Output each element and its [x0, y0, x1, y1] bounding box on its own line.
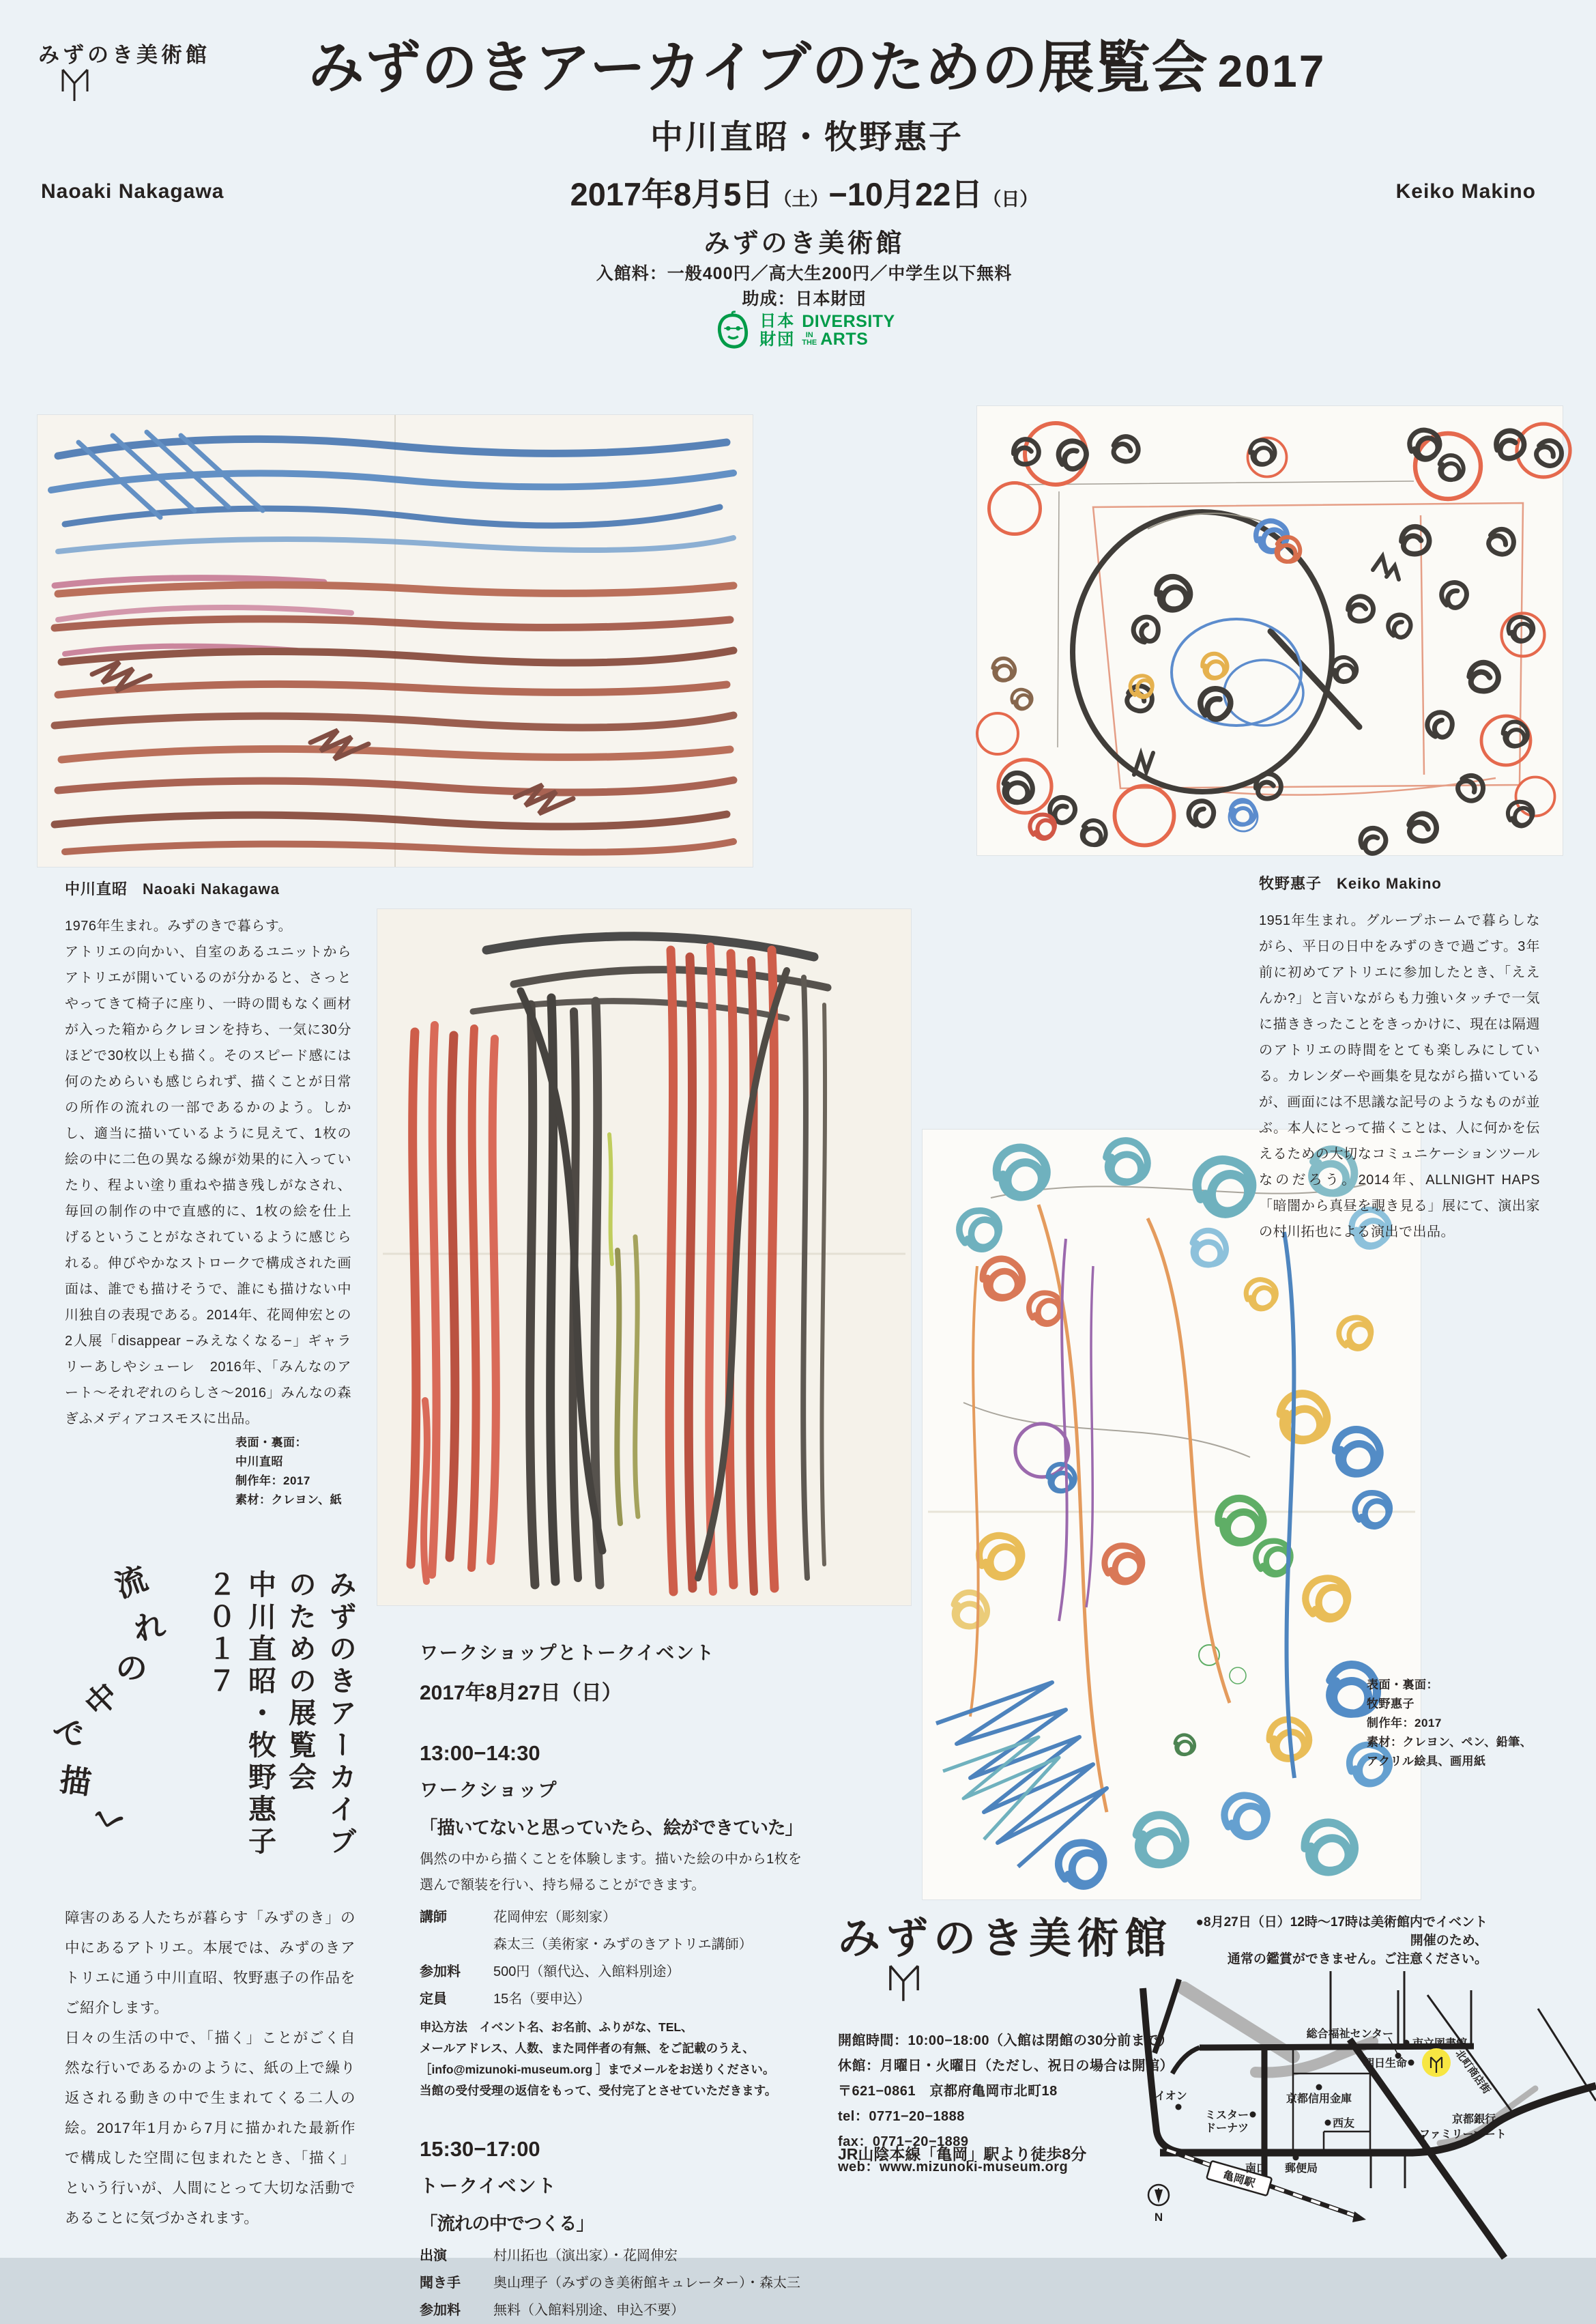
workshop-title: 「描いてないと思っていたら、絵ができていた」 [420, 1818, 802, 1838]
talk-cast: 村川拓也（演出家）・花岡伸宏 [493, 2248, 678, 2263]
sponsor-en-the: THE [802, 339, 817, 347]
bio-nakagawa-text: アトリエの向かい、自室のあるユニットからアトリエが開いているのが分かると、さっとやってきて椅子に座り、一時の間もなく画材が入った箱からクレヨンを持ち、一気に30分ほどで30枚以上も描く。そのスピード感には何のためらいも感じられず、描くことが日常の所作の流れの一部であるかのよう。しかし、適当に描いているように見えて、1枚の絵の中に二色の異なる線が効果的に入っていたり、程よい塗り重ねや描き残しがなされ、毎回の制作の中で直感的に、1枚の絵を仕上げるということがなされているように感じられる。伸びやかなストロークで構成された画面は、誰でも描けそうで、誰にも描けない中川独自の表現である。2014年、花岡伸宏との2人展「disappear −みえなくなる−」ギャラリーあしやシューレ 2016年、「みんなのアート〜それぞれのらしさ〜2016」みんなの森 ぎふメディアコスモスに出品。 [65, 945, 351, 1426]
caption-nakagawa: 表面・裏面： 中川直昭 制作年：2017 素材：クレヨン、紙 [235, 1436, 343, 1506]
bio-nakagawa-heading [65, 876, 351, 902]
map-label-post: 郵便局 [1285, 2163, 1318, 2175]
scatter-char-4: 中 [78, 1676, 126, 1723]
events-date: 2017年8月27日（日） [420, 1682, 622, 1704]
museum-name-large: みずのき美術館 [838, 1916, 1173, 1962]
map-label-fukushi: 総合福祉センター [1306, 2028, 1393, 2040]
map-label-misterdonut-1: ミスター [1204, 2110, 1249, 2121]
access-map [1119, 1971, 1596, 2258]
scatter-char-5: で [49, 1713, 89, 1756]
map-label-minamiguchi: 南口 [1245, 2163, 1268, 2175]
artwork-nakagawa-crayon-1 [38, 415, 753, 867]
events-section [420, 1638, 802, 2324]
scatter-char-6: 描 [57, 1762, 93, 1801]
workshop-apply-info: 申込方法 イベント名、お名前、ふりがな、TEL、 メールアドレス、人数、また同伴者の有無、をご記載のうえ、 ［info@mizunoki-museum.org ］までメールをお送りください。 当館の受付受理の返信をもって、受付完了とさせていただきます。 [420, 2020, 777, 2097]
compass-n-label: N [1154, 2211, 1163, 2224]
workshop-capacity-row: 定員 15名（要申込） [420, 1985, 802, 2013]
museum-address: 〒621−0861 京都府亀岡市北町18 [838, 2084, 1058, 2099]
museum-fax: fax：0771−20−1889 [838, 2134, 969, 2149]
workshop-time: 13:00−14:30 [420, 1741, 540, 1765]
sponsor-en-arts: ARTS [820, 330, 869, 349]
map-label-kitamachi: 北町商店街 [1453, 2048, 1493, 2097]
talk-title: 「流れの中でつくる」 [420, 2213, 594, 2234]
map-label-library: 市立図書館 [1412, 2038, 1468, 2050]
page-title [0, 23, 1596, 103]
bio-makino-heading [1259, 871, 1540, 897]
sponsor-en-in: IN [805, 331, 813, 339]
map-label-aeon: イオン [1155, 2091, 1187, 2102]
date-end-weekday: （日） [983, 189, 1039, 210]
artwork-makino-symbols [977, 406, 1563, 855]
compass-north-icon [1148, 2185, 1169, 2224]
date-start-weekday: （土） [773, 189, 829, 210]
sponsor-jp-text [759, 312, 795, 349]
artist-right-en: Keiko Makino [1395, 180, 1536, 203]
museum-access: JR山陰本線「亀岡」駅より徒歩8分 [838, 2145, 1087, 2163]
bio-makino-text: 1951年生まれ。グループホームで暮らしながら、平日の日中をみずのきで過ごす。3年前に初めてアトリエに参加したとき、「ええんか?」と言いながらも力強いタッチで一気に描ききったことをきっかけに、現在は隔週のアトリエの時間をとても楽しみにしている。カレンダーや画集を見ながら描いているが、画面には不思議な記号のようなものが並ぶ。本人にとって描くことは、人に何かを伝えるための大切なコミュニケーションツールなのだろう。2014年、ALLNIGHT HAPS「暗闇から真昼を覗き見る」展にて、演出家の村川拓也による演出で出品。 [1259, 913, 1540, 1239]
talk-time: 15:30−17:00 [420, 2137, 540, 2161]
exhibition-intro [65, 1903, 356, 2233]
map-label-station: 亀岡駅 [1221, 2169, 1257, 2190]
talk-moderator-row: 聞き手 奥山理子（みずのき美術館キュレーター）・森太三 [420, 2269, 802, 2297]
talk-fee-row: 参加料 無料（入館料別途、申込不要） [420, 2297, 802, 2324]
caption-makino: 表面・裏面： 牧野惠子 制作年：2017 素材：クレヨン、ペン、鉛筆、 アクリル絵具、画用紙 [1367, 1678, 1533, 1768]
workshop-label: ワークショップ [420, 1780, 558, 1801]
bio-nakagawa [65, 876, 351, 1432]
vertical-title-line4: ２０１７ [204, 1570, 235, 1698]
museum-logo-text: みずのき美術館 [38, 43, 210, 67]
map-label-kyotobank: 京都銀行 [1451, 2114, 1496, 2125]
map-label-seiyu: 西友 [1333, 2118, 1355, 2129]
museum-closed-days: 休館：月曜日・火曜日（ただし、祝日の場合は開館） [838, 2058, 1174, 2074]
intro-paragraph-2: 日々の生活の中で、「描く」ことがごく自然な行いであるかのように、紙の上で繰り返される動きの中で生まれてくる二人の絵。2017年1月から7月に描かれた最新作で構成した空間に包まれたとき、「描く」という行いが、人間にとって大切な活動であることに気づかされます。 [65, 2030, 356, 2226]
admission-fee: 入館料：一般400円／高大生200円／中学生以下無料 [596, 264, 1013, 283]
date-separator: − [828, 176, 847, 212]
diversity-in-the-arts-logo [0, 311, 1596, 350]
bio-makino [1259, 871, 1540, 1245]
sponsor-jp-line2: 財団 [759, 330, 796, 349]
workshop-description: 偶然の中から描くことを体験します。描いた絵の中から1枚を選んで額装を行い、持ち帰ることができます。 [420, 1852, 802, 1893]
sponsor-jp-line1: 日本 [759, 312, 796, 330]
bio-makino-name-jp: 牧野惠子 [1259, 875, 1322, 892]
museum-web: web：www.mizunoki-museum.org [838, 2160, 1069, 2175]
workshop-teacher-1: 花岡伸宏（彫刻家） [493, 1910, 616, 1925]
sponsor-en-line1: DIVERSITY [802, 312, 895, 331]
workshop-teacher-row2 [420, 1931, 802, 1958]
museum-m-logo-icon-bottom [887, 1964, 921, 2003]
events-heading: ワークショップとトークイベント [420, 1643, 716, 1663]
vertical-title-line3: 中川直昭・牧野惠子 [244, 1570, 276, 1859]
talk-label: トークイベント [420, 2176, 557, 2196]
workshop-capacity: 15名（要申込） [493, 1992, 591, 2007]
artwork-makino-colour [923, 1130, 1421, 1899]
talk-moderator: 奥山理子（みずのき美術館キュレーター）・森太三 [493, 2276, 800, 2291]
date-start: 2017年8月5日 [570, 176, 774, 212]
museum-hours: 開館時間：10:00−18:00（入館は閉館の30分前まで） [838, 2033, 1174, 2048]
museum-tel: tel：0771−20−1888 [838, 2109, 965, 2124]
scatter-char-3: の [115, 1649, 149, 1687]
talk-fee: 無料（入館料別途、申込不要） [493, 2303, 684, 2318]
date-end: 10月22日 [847, 176, 983, 212]
venue-name: みずのき美術館 [703, 229, 905, 258]
artwork-nakagawa-crayon-2 [377, 909, 911, 1605]
grant-credit: 助成：日本財団 [742, 289, 867, 309]
bio-nakagawa-name-jp: 中川直昭 [65, 880, 128, 898]
intro-paragraph-1: 障害のある人たちが暮らす「みずのき」の中にあるアトリエ。本展では、みずのきアトリエに通う中川直昭、牧野惠子の作品をご紹介します。 [65, 1910, 356, 2016]
map-label-misterdonut-2: ドーナツ [1205, 2123, 1249, 2134]
map-event-note: ●8月27日（日）12時〜17時は美術館内でイベント開催のため、 通常の鑑賞ができません。ご注意ください。 [1195, 1915, 1488, 1966]
workshop-teacher-row: 講師 花岡伸宏（彫刻家） [420, 1904, 802, 1931]
talk-cast-row: 出演 村川拓也（演出家）・花岡伸宏 [420, 2242, 802, 2269]
exhibition-dates [0, 169, 1596, 215]
vertical-title-line2: のための展覧会 [285, 1570, 316, 1794]
artist-names-jp: 中川直昭・牧野惠子 [650, 119, 963, 156]
vertical-exhibition-title [199, 1570, 360, 1897]
map-label-shinkin: 京都信用金庫 [1286, 2093, 1352, 2105]
title-year: 2017 [1217, 46, 1326, 96]
bio-nakagawa-birth: 1976年生まれ。みずのきで暮らす。 [65, 919, 293, 934]
bio-makino-name-en: Keiko Makino [1337, 875, 1442, 892]
workshop-fee-row: 参加料 500円（額代込、入館料別途） [420, 1958, 802, 1985]
scatter-char-1: 流 [110, 1560, 152, 1605]
map-label-familymart: ファミリーマート [1419, 2129, 1507, 2140]
workshop-teacher-2: 森太三（美術家・みずのきアトリエ講師） [493, 1937, 753, 1952]
artist-left-en: Naoaki Nakagawa [41, 180, 224, 203]
vertical-title-line1: みずのきアーカイブ [325, 1570, 356, 1859]
bio-nakagawa-name-en: Naoaki Nakagawa [143, 880, 280, 898]
workshop-fee: 500円（額代込、入館料別途） [493, 1964, 680, 1979]
title-text: みずのきアーカイブのための展覧会 [308, 37, 1208, 99]
map-label-asahi: 朝日生命 [1363, 2058, 1407, 2069]
nippon-foundation-face-icon [713, 311, 753, 350]
scatter-char-2: れ [132, 1607, 168, 1647]
sponsor-en-text [802, 313, 895, 348]
scatter-char-7: く [87, 1799, 130, 1839]
